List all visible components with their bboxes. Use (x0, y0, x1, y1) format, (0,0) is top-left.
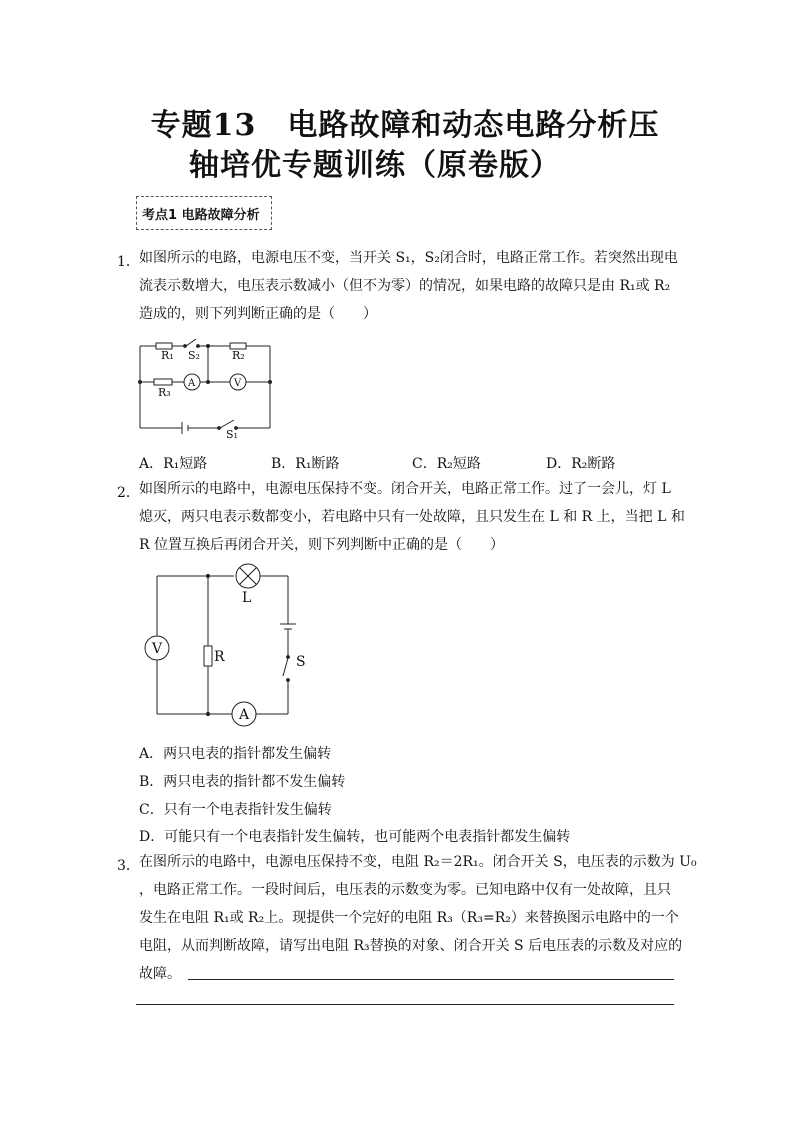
q1-circuit-diagram (138, 334, 278, 442)
q1-text-line-2: 流表示数增大，电压表示数减小（但不为零）的情况，如果电路的故障只是由 R₁或 R₂ (139, 278, 671, 294)
q2-option-c: C．只有一个电表指针发生偏转 (139, 802, 332, 818)
q2-option-d: D．可能只有一个电表指针发生偏转，也可能两个电表指针都发生偏转 (139, 829, 571, 845)
q1-r3-resistor (154, 379, 172, 385)
q2-text-line-1: 如图所示的电路中，电源电压保持不变。闭合开关，电路正常工作。过了一会儿，灯 L (139, 481, 671, 497)
q1-text-line-1: 如图所示的电路，电源电压不变，当开关 S₁，S₂闭合时，电路正常工作。若突然出现电 (139, 250, 678, 266)
q1-option-a: A．R₁短路 (139, 456, 208, 472)
q1-label-r2: R₂ (232, 349, 245, 362)
q1-s2-switch (186, 339, 196, 346)
q2-label-l: L (242, 590, 252, 606)
q3-text-line-1: 在图所示的电路中，电源电压保持不变，电阻 R₂＝2R₁。闭合开关 S，电压表的示数为 U₀ (139, 854, 697, 870)
q2-text-line-3: R 位置互换后再闭合开关，则下列判断中正确的是（ ） (139, 537, 504, 553)
q2-option-a: A．两只电表的指针都发生偏转 (139, 746, 332, 762)
q1-option-d: D．R₂断路 (546, 456, 616, 472)
q1-number: 1． (117, 254, 140, 270)
topic-label: 考点1 电路故障分析 (142, 208, 260, 223)
q2-label-s: S (296, 654, 306, 670)
page-title-line-1: 专题13 电路故障和动态电路分析压 (150, 108, 660, 143)
q2-circuit-diagram (140, 562, 310, 732)
q2-option-b: B．两只电表的指针都不发生偏转 (139, 774, 346, 790)
q3-text-line-4: 电阻，从而判断故障，请写出电阻 R₃替换的对象、闭合开关 S 后电压表的示数及对应的 (139, 938, 683, 954)
q1-label-v: V (234, 378, 242, 389)
q3-number: 3． (117, 858, 140, 874)
q2-label-a: A (239, 707, 250, 723)
q3-text-line-2: ，电路正常工作。一段时间后，电压表的示数变为零。已知电路中仅有一处故障，且只 (139, 882, 671, 898)
q2-number: 2． (117, 485, 140, 501)
q3-answer-line-1[interactable] (188, 979, 674, 980)
q1-s1-switch (220, 420, 234, 428)
q3-answer-line-2[interactable] (136, 1004, 674, 1005)
q1-text-line-3: 造成的，则下列判断正确的是（ ） (139, 306, 377, 322)
q2-text-line-2: 熄灭，两只电表示数都变小，若电路中只有一处故障，且只发生在 L 和 R 上，当把 L 和 (139, 509, 685, 525)
q1-label-s1: S₁ (226, 428, 238, 441)
q2-label-r: R (214, 649, 225, 665)
q1-label-r1: R₁ (161, 349, 174, 362)
q2-resistor (204, 646, 212, 666)
q1-label-s2: S₂ (188, 349, 200, 362)
q3-text-line-3: 发生在电阻 R₁或 R₂上。现提供一个完好的电阻 R₃（R₃=R₂）来替换图示电路中的一个 (139, 910, 679, 926)
page-title-line-2: 轴培优专题训练（原卷版） (189, 148, 561, 183)
q1-label-a: A (188, 378, 196, 389)
q2-label-v: V (152, 641, 163, 657)
q1-label-r3: R₃ (158, 386, 171, 399)
q2-switch (283, 658, 288, 676)
q3-text-line-5: 故障。 (139, 966, 181, 982)
q1-option-b: B．R₁断路 (271, 456, 340, 472)
q1-option-c: C．R₂短路 (412, 456, 481, 472)
